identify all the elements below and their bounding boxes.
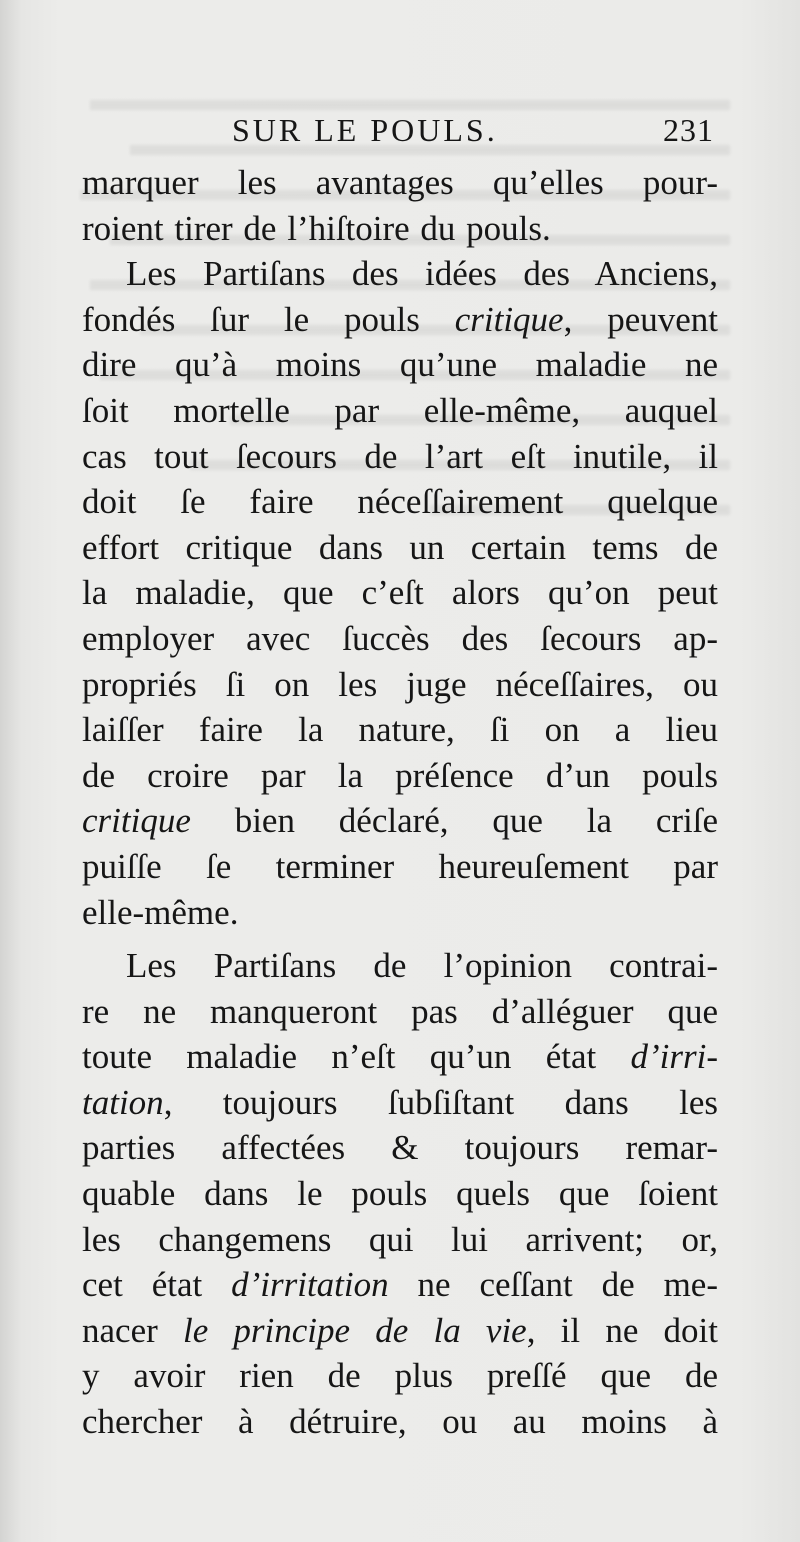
text-line: critique bien déclaré, que la criſe	[82, 801, 718, 841]
text-line: ſoit mortelle par elle-même, auquel	[82, 390, 718, 430]
text-line: la maladie, que c’eſt alors qu’on peut	[82, 573, 718, 613]
page-number: 231	[663, 112, 714, 148]
text-line: employer avec ſuccès des ſecours ap-	[82, 618, 718, 658]
text-line: laiſſer faire la nature, ſi on a lieu	[82, 710, 718, 750]
text-line: marquer les avantages qu’elles pour-	[82, 163, 718, 202]
text-line: roient tirer de l’hiſtoire du pouls.	[82, 208, 551, 248]
italic-word: critique	[82, 801, 191, 841]
text-line: Les Partiſans des idées des Anciens,	[126, 254, 718, 294]
text-line: Les Partiſans de l’opinion contrai-	[126, 946, 718, 986]
text-line: elle-même.	[82, 892, 239, 932]
italic-word: d’irritation	[231, 1265, 389, 1305]
text-line: toute maladie n’eſt qu’un état d’irri-	[82, 1037, 718, 1077]
text-line: y avoir rien de plus preſſé que de	[82, 1356, 718, 1396]
text-line: nacer le principe de la vie, il ne doit	[82, 1310, 718, 1350]
text-line: quable dans le pouls quels que ſoient	[82, 1174, 718, 1214]
page-header	[0, 112, 800, 160]
italic-word: critique	[454, 299, 564, 339]
text-line: tation, toujours ſubſiſtant dans les	[82, 1082, 718, 1122]
running-head: SUR LE POULS.	[232, 112, 498, 148]
italic-phrase: le principe de la vie	[182, 1310, 527, 1350]
text-line: dire qu’à moins qu’une maladie ne	[82, 345, 718, 385]
text-line: doit ſe faire néceſſairement quelque	[82, 482, 718, 522]
text-line: cet état d’irritation ne ceſſant de me-	[82, 1265, 718, 1305]
text-line: propriés ſi on les juge néceſſaires, ou	[82, 664, 718, 704]
text-line: re ne manqueront pas d’alléguer que	[82, 991, 718, 1031]
text-line: puiſſe ſe terminer heureuſement par	[82, 846, 718, 886]
paragraph	[82, 251, 718, 935]
text-line: effort critique dans un certain tems de	[82, 527, 718, 567]
text-line: cas tout ſecours de l’art eſt inutile, il	[82, 436, 718, 476]
paragraph-gap	[82, 935, 718, 943]
text-line: chercher à détruire, ou au moins à	[82, 1402, 718, 1442]
paragraph	[82, 160, 718, 251]
italic-word: tation	[82, 1082, 164, 1122]
text-line: les changemens qui lui arrivent; or,	[82, 1219, 718, 1259]
paragraph	[82, 943, 718, 1445]
text-line: fondés ſur le pouls critique, peuvent	[82, 299, 718, 339]
body-text	[82, 160, 718, 1445]
text-line: parties affectées & toujours remar-	[82, 1128, 718, 1168]
italic-word: d’irri-	[630, 1037, 718, 1077]
text-line: de croire par la préſence d’un pouls	[82, 755, 718, 795]
